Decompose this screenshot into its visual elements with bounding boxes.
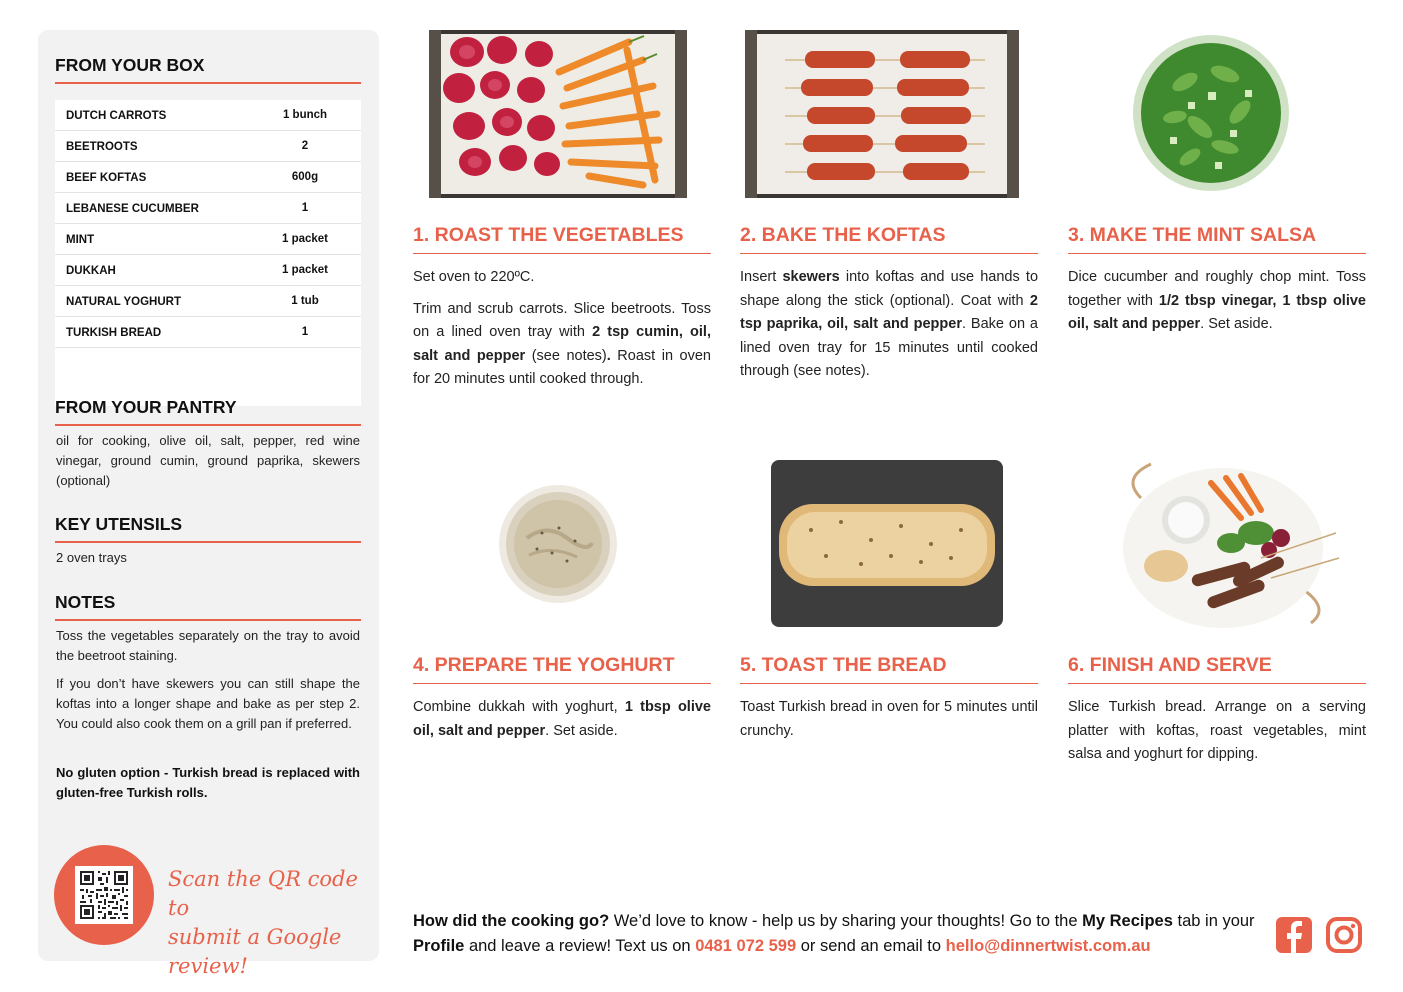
step-5-body [740,696,1038,751]
notes-heading: NOTES [55,592,361,621]
footer-text: and leave a review! Text us on [464,937,696,955]
footer-question: How did the cooking go? [413,912,610,930]
ingredient-qty: 1 [301,202,309,214]
step-2-title: 2. BAKE THE KOFTAS [740,224,1038,254]
qr-badge [54,845,154,945]
qr-review-text [168,865,368,981]
ingredients-sidebar [38,30,379,978]
serving-platter-photo [1111,458,1343,630]
step-1-text: Roast in oven for 20 minutes until cooked through. [413,347,711,387]
step-6-body [1068,696,1366,775]
step-2-bold: skewers [782,269,840,285]
qr-line-1: Scan the QR code to [168,867,358,920]
step-2-text: . Bake on a lined oven tray for 15 minutes until cooked through (see notes). [740,316,1038,379]
ingredient-qty: 1 [301,326,309,338]
step-3-bold: 1/2 tbsp vinegar, 1 tbsp olive oil, salt and pepper [1068,292,1366,332]
step-2-text: into koftas and use hands to shape along the stick (optional). Coat with [740,269,1039,309]
table-row [55,162,361,193]
step-6-text: Slice Turkish bread. Arrange on a serving platter with koftas, roast vegetables, mint salsa and yoghurt for dipping. [1068,699,1366,762]
ingredient-name: BEETROOTS [66,141,138,153]
instagram-icon[interactable] [1325,916,1363,954]
utensils-heading: KEY UTENSILS [55,514,361,543]
profile-link[interactable]: Profile [413,937,465,955]
step-5-title: 5. TOAST THE BREAD [740,654,1038,684]
qr-line-2: submit a Google review! [168,925,342,978]
ingredient-qty: 2 [301,140,309,152]
box-ingredients-table [55,100,361,406]
table-row [55,317,361,348]
ingredient-qty: 1 packet [281,233,329,245]
step-2-text: Insert [740,269,783,285]
step-1-title: 1. ROAST THE VEGETABLES [413,224,711,254]
step-1-para-1: Set oven to 220ºC. [413,269,535,285]
ingredient-name: NATURAL YOGHURT [66,296,181,308]
ingredient-name: LEBANESE CUCUMBER [66,203,199,215]
table-row [55,100,361,131]
box-heading: FROM YOUR BOX [55,55,361,84]
qr-code-icon[interactable] [75,866,133,924]
turkish-bread-photo [771,460,1003,627]
pantry-heading: FROM YOUR PANTRY [55,397,361,426]
step-1-text: (see notes) [525,347,607,364]
facebook-icon[interactable] [1275,916,1313,954]
step-1-bold: . [606,347,611,364]
table-row [55,224,361,255]
footer-text: We’d love to know - help us by sharing your thoughts! Go to the [609,912,1083,930]
footer-text: or send an email to [796,937,946,955]
step-1-bold: 2 tsp cumin, oil, salt and pepper [413,324,711,364]
step-3-title: 3. MAKE THE MINT SALSA [1068,224,1366,254]
yoghurt-photo [497,483,619,605]
koftas-photo [745,30,1019,198]
step-4-body [413,696,711,751]
mint-salsa-photo [1130,32,1292,194]
pantry-text: oil for cooking, olive oil, salt, pepper, red wine vinegar, ground cumin, ground paprika, skewers (optional) [56,433,360,488]
utensils-text: 2 oven trays [56,550,127,565]
phone-link[interactable]: 0481 072 599 [695,937,797,955]
footer-text: tab in your [1172,912,1255,930]
step-1-text: Trim and scrub carrots. Slice beetroots. Toss on a lined oven tray with [413,300,711,340]
note-2: If you don’t have skewers you can still shape the koftas into a longer shape and bake as per step 2. You could also cook them on a grill pan if preferred. [56,676,360,731]
step-6-title: 6. FINISH AND SERVE [1068,654,1366,684]
step-4-text: Combine dukkah with yoghurt, [413,699,625,715]
step-1-para-2 [413,298,711,392]
feedback-footer [413,909,1263,959]
step-4-bold: 1 tbsp olive oil, salt and pepper [413,699,711,739]
step-5-text: Toast Turkish bread in oven for 5 minutes until crunchy. [740,699,1038,739]
step-2-body [740,266,1038,392]
step-3-text: Dice cucumber and roughly chop mint. Toss together with [1068,269,1366,309]
gluten-note: No gluten option - Turkish bread is replaced with gluten-free Turkish rolls. [56,765,360,800]
ingredient-name: TURKISH BREAD [66,327,162,339]
step-1-body [413,266,711,400]
table-row [55,255,361,286]
email-link[interactable]: hello@dinnertwist.com.au [945,937,1151,955]
ingredient-name: DUKKAH [66,265,116,277]
ingredient-name: BEEF KOFTAS [66,172,147,184]
step-3-body [1068,266,1366,345]
table-row [55,131,361,162]
ingredient-name: DUTCH CARROTS [66,110,167,122]
ingredient-name: MINT [66,234,95,246]
roast-vegetables-photo [429,30,687,198]
table-row [55,286,361,317]
note-1: Toss the vegetables separately on the tray to avoid the beetroot staining. [56,628,360,663]
step-4-text: . Set aside. [545,722,618,739]
step-4-title: 4. PREPARE THE YOGHURT [413,654,711,684]
ingredient-qty: 600g [291,171,319,183]
step-3-text: . Set aside. [1200,316,1273,332]
my-recipes-link[interactable]: My Recipes [1082,912,1173,930]
ingredient-qty: 1 bunch [282,109,328,121]
step-2-bold: 2 tsp paprika, oil, salt and pepper [740,292,1038,332]
ingredient-qty: 1 tub [291,295,319,307]
ingredient-qty: 1 packet [281,264,329,276]
table-row [55,193,361,224]
